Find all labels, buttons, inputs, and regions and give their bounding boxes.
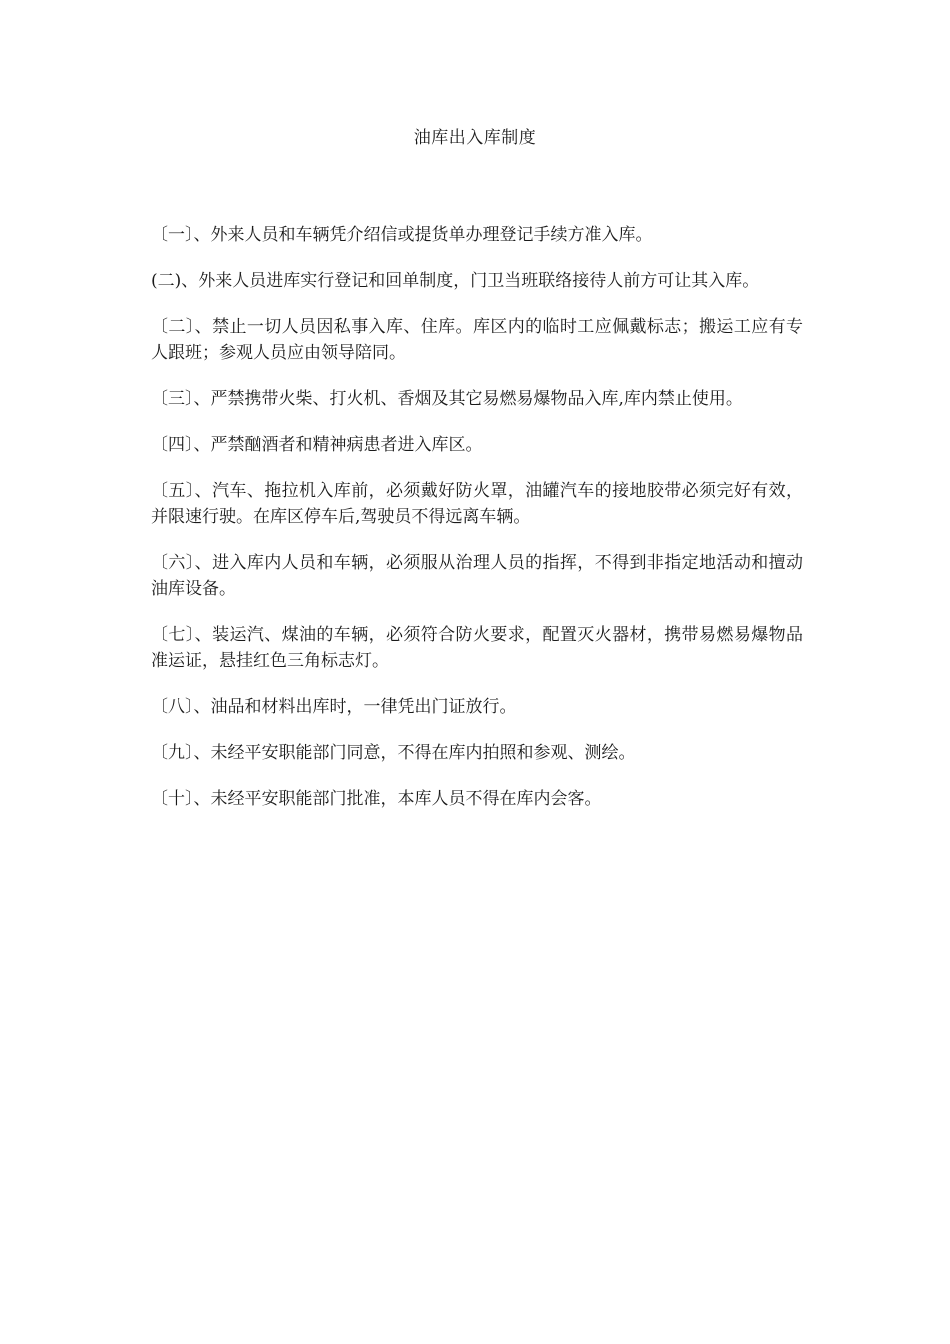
clause-item: 〔九〕、未经平安职能部门同意，不得在库内拍照和参观、测绘。	[151, 743, 636, 763]
clause-item: (二)、外来人员进库实行登记和回单制度，门卫当班联络接待人前方可让其入库。	[151, 271, 760, 291]
clause-item: 〔八〕、油品和材料出库时，一律凭出门证放行。	[151, 697, 517, 717]
clause-item: 〔五〕、汽车、拖拉机入库前，必须戴好防火罩，油罐汽车的接地胶带必须完好有效，并限速行驶。在库区停车后,驾驶员不得远离车辆。	[151, 481, 803, 527]
clause-list	[151, 222, 803, 832]
clause-item: 〔十〕、未经平安职能部门批准，本库人员不得在库内会客。	[151, 789, 602, 809]
clause-item: 〔六〕、进入库内人员和车辆，必须服从治理人员的指挥，不得到非指定地活动和擅动油库设备。	[151, 553, 803, 599]
clause-item: 〔四〕、严禁酗酒者和精神病患者进入库区。	[151, 435, 483, 455]
clause-item: 〔三〕、严禁携带火柴、打火机、香烟及其它易燃易爆物品入库,库内禁止使用。	[151, 389, 743, 409]
document-title: 油库出入库制度	[413, 128, 537, 148]
clause-item: 〔一〕、外来人员和车辆凭介绍信或提货单办理登记手续方准入库。	[151, 225, 653, 245]
clause-item: 〔二〕、禁止一切人员因私事入库、住库。库区内的临时工应佩戴标志；搬运工应有专人跟班；参观人员应由领导陪同。	[151, 317, 803, 363]
clause-item: 〔七〕、装运汽、煤油的车辆，必须符合防火要求，配置灭火器材，携带易燃易爆物品准运证，悬挂红色三角标志灯。	[151, 625, 803, 671]
